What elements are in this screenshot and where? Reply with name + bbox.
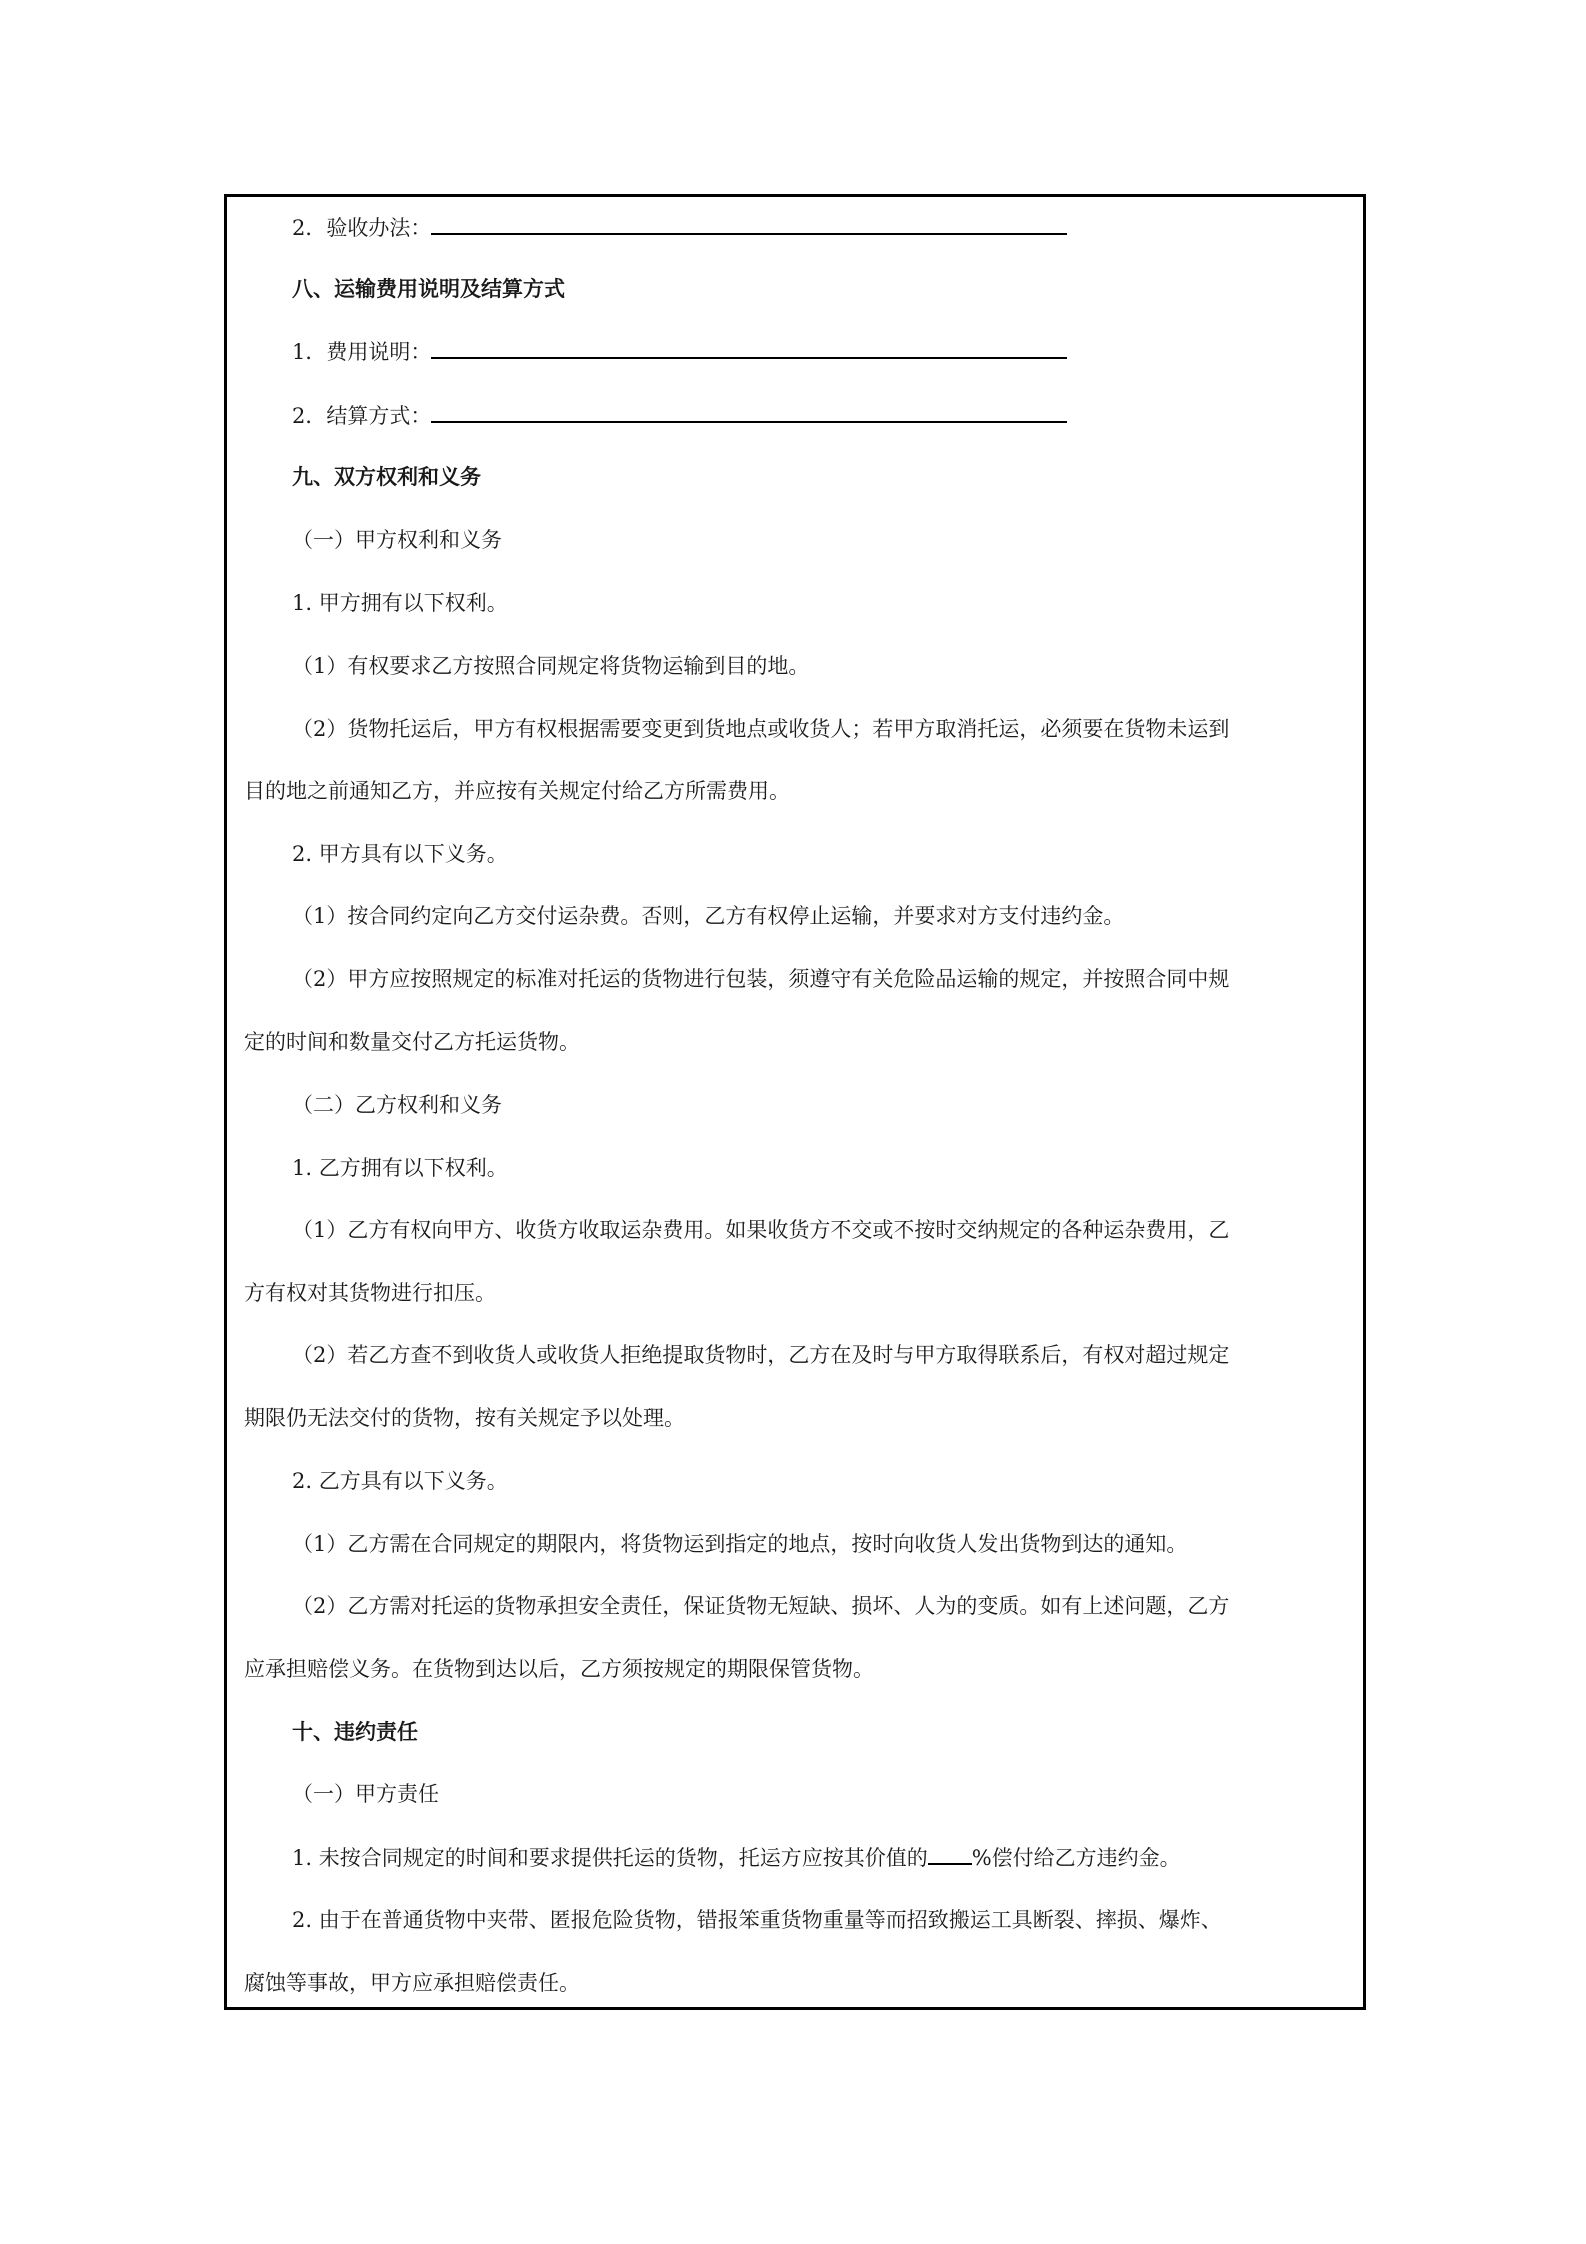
party-a-right-1: （1）有权要求乙方按照合同规定将货物运输到目的地。 (292, 654, 810, 678)
liability-1-text-before: 1. 未按合同规定的时间和要求提供托运的货物，托运方应按其价值的 (292, 1846, 928, 1870)
section-8-heading: 八、运输费用说明及结算方式 (292, 276, 565, 301)
section-10-heading: 十、违约责任 (292, 1719, 418, 1744)
party-a-duty-1: （1）按合同约定向乙方交付运杂费。否则，乙方有权停止运输，并要求对方支付违约金。 (292, 904, 1125, 928)
party-b-duty-1: （1）乙方需在合同规定的期限内，将货物运到指定的地点，按时向收货人发出货物到达的通知。 (292, 1532, 1188, 1556)
party-a-liability-2-line-2: 腐蚀等事故，甲方应承担赔偿责任。 (244, 1971, 580, 1995)
party-a-rights-heading: （一）甲方权利和义务 (292, 528, 502, 552)
fee-description-label: 1．费用说明： (292, 340, 432, 364)
acceptance-method-blank[interactable] (431, 213, 1067, 235)
party-a-rights-intro: 1. 甲方拥有以下权利。 (292, 591, 508, 615)
party-a-liability-2-line-1: 2. 由于在普通货物中夹带、匿报危险货物，错报笨重货物重量等而招致搬运工具断裂、摔损、爆炸、 (292, 1908, 1222, 1932)
party-a-right-2-line-1: （2）货物托运后，甲方有权根据需要变更到货地点或收货人；若甲方取消托运，必须要在货物未运到 (292, 717, 1230, 741)
party-b-duty-2-line-2: 应承担赔偿义务。在货物到达以后，乙方须按规定的期限保管货物。 (244, 1657, 874, 1681)
fee-description-line (292, 337, 1067, 366)
party-b-right-1-line-1: （1）乙方有权向甲方、收货方收取运杂费用。如果收货方不交或不按时交纳规定的各种运杂费用，乙 (292, 1218, 1230, 1242)
settlement-blank[interactable] (431, 401, 1067, 423)
settlement-label: 2．结算方式： (292, 404, 432, 428)
penalty-percent-blank[interactable] (928, 1843, 972, 1865)
acceptance-method-line (292, 213, 1067, 242)
liability-1-text-after: %偿付给乙方违约金。 (971, 1846, 1181, 1870)
party-a-duty-2-line-1: （2）甲方应按照规定的标准对托运的货物进行包装，须遵守有关危险品运输的规定，并按照合同中规 (292, 967, 1230, 991)
party-b-right-1-line-2: 方有权对其货物进行扣压。 (244, 1281, 496, 1305)
party-b-right-2-line-1: （2）若乙方查不到收货人或收货人拒绝提取货物时，乙方在及时与甲方取得联系后，有权对超过规定 (292, 1343, 1230, 1367)
party-b-duty-2-line-1: （2）乙方需对托运的货物承担安全责任，保证货物无短缺、损坏、人为的变质。如有上述问题，乙方 (292, 1594, 1230, 1618)
party-a-liability-heading: （一）甲方责任 (292, 1782, 439, 1806)
acceptance-method-label: 2．验收办法： (292, 216, 432, 240)
party-a-duties-intro: 2. 甲方具有以下义务。 (292, 842, 508, 866)
section-9-heading: 九、双方权利和义务 (292, 464, 481, 489)
fee-description-blank[interactable] (431, 337, 1067, 359)
party-a-liability-1 (292, 1843, 1181, 1872)
party-a-duty-2-line-2: 定的时间和数量交付乙方托运货物。 (244, 1030, 580, 1054)
party-b-duties-intro: 2. 乙方具有以下义务。 (292, 1469, 508, 1493)
party-a-right-2-line-2: 目的地之前通知乙方，并应按有关规定付给乙方所需费用。 (244, 779, 790, 803)
party-b-rights-heading: （二）乙方权利和义务 (292, 1093, 502, 1117)
party-b-right-2-line-2: 期限仍无法交付的货物，按有关规定予以处理。 (244, 1406, 685, 1430)
settlement-line (292, 401, 1067, 430)
party-b-rights-intro: 1. 乙方拥有以下权利。 (292, 1156, 508, 1180)
